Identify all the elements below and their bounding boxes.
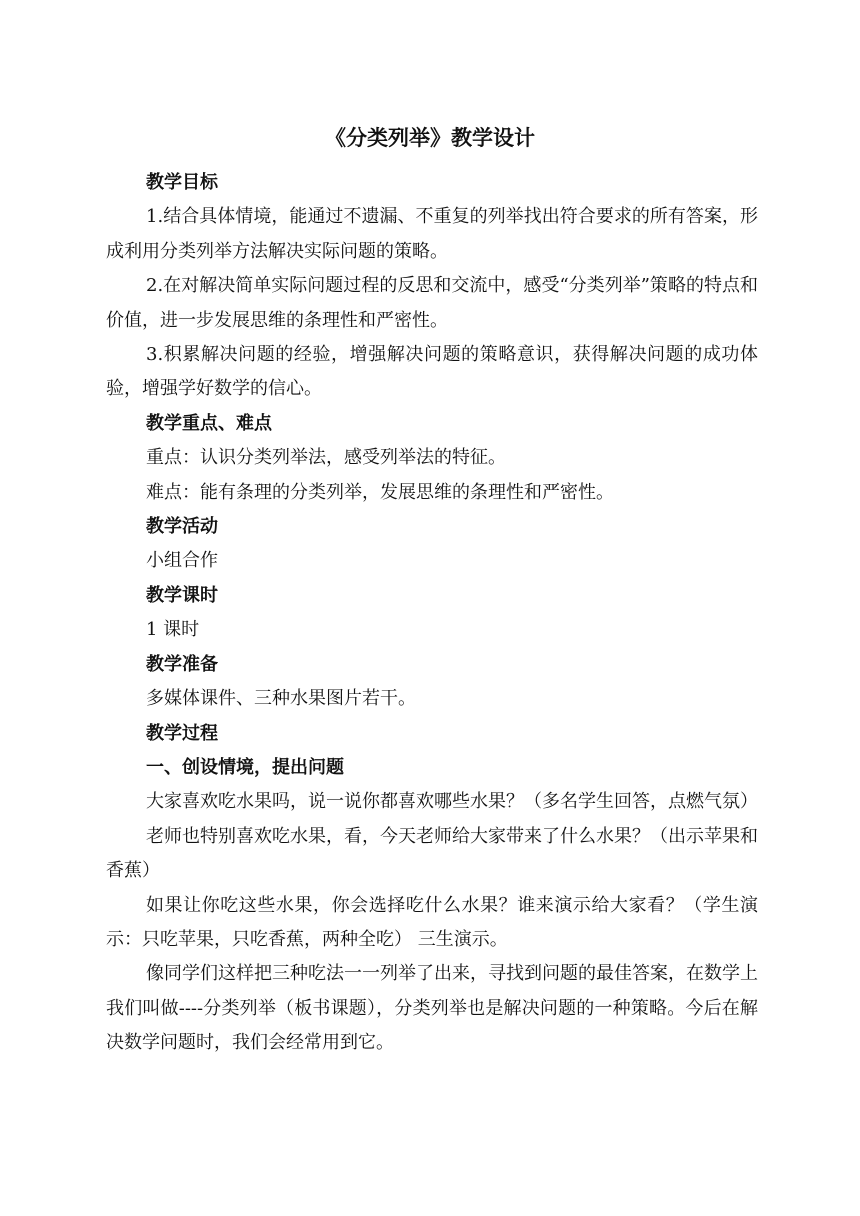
section-heading-process: 教学过程 [146,722,218,744]
preparation-text: 多媒体课件、三种水果图片若干。 [146,688,416,710]
step-one-heading: 一、创设情境，提出问题 [146,756,344,778]
goal-paragraph-2: 2.在对解决简单实际问题过程的反思和交流中，感受“分类列举”策略的特点和价值，进一步发展思维的条理性和严密性。 [106,275,758,331]
key-point-text: 重点：认识分类列举法，感受列举法的特征。 [146,447,506,469]
section-heading-activity: 教学活动 [146,516,218,538]
document-body [106,166,758,1061]
goal-paragraph-3: 3.积累解决问题的经验，增强解决问题的策略意识，获得解决问题的成功体验，增强学好数学的信心。 [106,344,758,400]
process-paragraph-1: 大家喜欢吃水果吗，说一说你都喜欢哪些水果？（多名学生回答，点燃气氛） [146,791,758,813]
process-paragraph-3: 如果让你吃这些水果，你会选择吃什么水果？谁来演示给大家看？（学生演示：只吃苹果，只吃香蕉，两种全吃） 三生演示。 [106,894,758,950]
activity-text: 小组合作 [146,550,218,572]
section-heading-key-points: 教学重点、难点 [146,412,272,434]
goal-paragraph-1: 1.结合具体情境，能通过不遗漏、不重复的列举找出符合要求的所有答案，形成利用分类列举方法解决实际问题的策略。 [106,206,758,262]
section-heading-goals: 教学目标 [146,172,218,193]
hours-text: 1 课时 [146,619,200,641]
document-title: 《分类列举》教学设计 [325,126,535,150]
difficult-point-text: 难点：能有条理的分类列举，发展思维的条理性和严密性。 [146,481,614,503]
section-heading-hours: 教学课时 [146,584,218,606]
process-paragraph-4: 像同学们这样把三种吃法一一列举了出来，寻找到问题的最佳答案，在数学上我们叫做----分类列举（板书课题），分类列举也是解决问题的一种策略。今后在解决数学问题时，我们会经常用到它。 [106,963,758,1054]
section-heading-preparation: 教学准备 [146,653,218,675]
process-paragraph-2: 老师也特别喜欢吃水果，看，今天老师给大家带来了什么水果？（出示苹果和香蕉） [106,825,758,882]
